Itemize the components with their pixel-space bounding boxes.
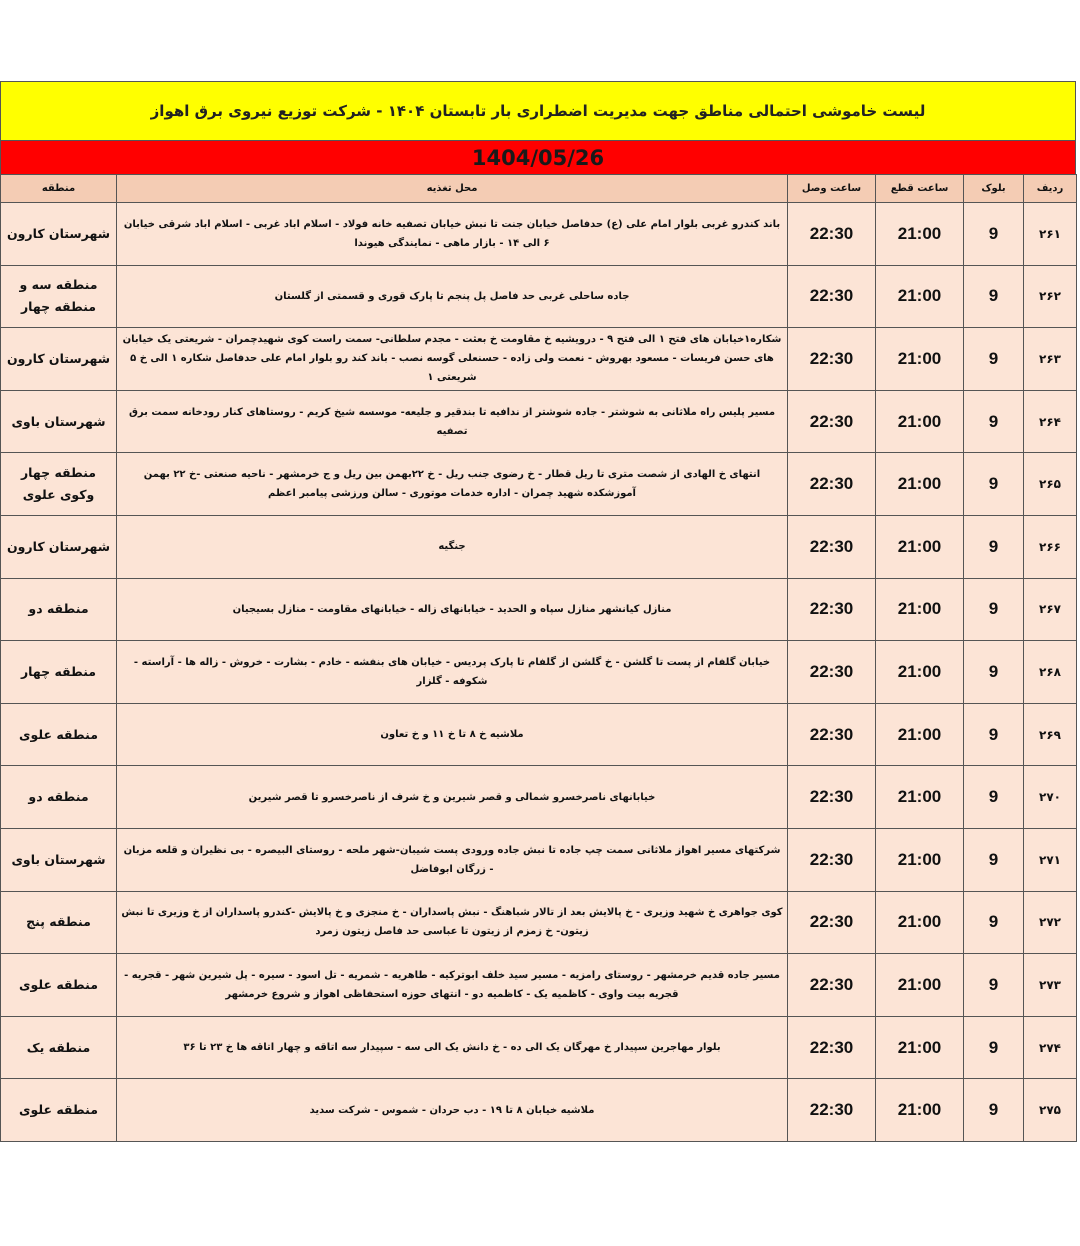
block-cell: 9 bbox=[964, 203, 1024, 266]
region-cell: منطقه دو bbox=[1, 578, 117, 641]
restore-time-cell: 22:30 bbox=[788, 891, 876, 954]
table-row bbox=[1, 891, 1077, 954]
feed-location-cell: شکاره۱خیابان های فتح ۱ الی فتح ۹ - درویشیه خ مقاومت خ بعثت - مجدم سلطانی- سمت راست کوی شهیدچمران - شریعتی یک خیابان های حسن فریسات - مسعود بهروش - نعمت ولی زاده - حسنعلی گوسه نصب - باند کند رو بلوار امام علی حدفاصل شکاره ۱ الی خ ۵ شریعتی ۱ bbox=[117, 328, 788, 391]
restore-time-cell: 22:30 bbox=[788, 954, 876, 1017]
restore-time-cell: 22:30 bbox=[788, 578, 876, 641]
feed-location-cell: باند کندرو غربی بلوار امام علی (ع) حدفاصل خیابان جنت تا نبش خیابان تصفیه خانه فولاد - اسلام اباد غربی - اسلام اباد شرقی خیابان ۶ الی ۱۴ - بازار ماهی - نمایندگی هیوندا bbox=[117, 203, 788, 266]
table-header-row bbox=[1, 175, 1077, 203]
table-row bbox=[1, 1079, 1077, 1142]
region-cell: منطقه چهار bbox=[1, 641, 117, 704]
block-cell: 9 bbox=[964, 390, 1024, 453]
table-row bbox=[1, 766, 1077, 829]
block-cell: 9 bbox=[964, 766, 1024, 829]
cut-time-cell: 21:00 bbox=[876, 1016, 964, 1079]
block-cell: 9 bbox=[964, 265, 1024, 328]
cut-time-cell: 21:00 bbox=[876, 891, 964, 954]
table-row bbox=[1, 954, 1077, 1017]
cut-time-cell: 21:00 bbox=[876, 703, 964, 766]
region-cell: منطقه سه و منطقه چهار bbox=[1, 265, 117, 328]
row-number-cell: ۲۷۳ bbox=[1024, 954, 1077, 1017]
header-region: منطقه bbox=[1, 175, 117, 203]
block-cell: 9 bbox=[964, 703, 1024, 766]
restore-time-cell: 22:30 bbox=[788, 328, 876, 391]
region-cell: شهرستان کارون bbox=[1, 328, 117, 391]
feed-location-cell: ملاشیه خ ۸ تا خ ۱۱ و خ تعاون bbox=[117, 703, 788, 766]
outage-sheet bbox=[0, 81, 1076, 1142]
row-number-cell: ۲۶۱ bbox=[1024, 203, 1077, 266]
feed-location-cell: خیابان گلفام از پست تا گلشن - خ گلشن از گلفام تا پارک پردیس - خیابان های بنفشه - خادم - بشارت - خروش - زاله ها - آراسته - شکوفه - گلزار bbox=[117, 641, 788, 704]
cut-time-cell: 21:00 bbox=[876, 515, 964, 578]
row-number-cell: ۲۶۶ bbox=[1024, 515, 1077, 578]
cut-time-cell: 21:00 bbox=[876, 641, 964, 704]
table-row bbox=[1, 328, 1077, 391]
region-cell: منطقه دو bbox=[1, 766, 117, 829]
feed-location-cell: جاده ساحلی غربی حد فاصل پل پنجم تا پارک قوری و قسمتی از گلستان bbox=[117, 265, 788, 328]
block-cell: 9 bbox=[964, 1079, 1024, 1142]
cut-time-cell: 21:00 bbox=[876, 766, 964, 829]
row-number-cell: ۲۷۰ bbox=[1024, 766, 1077, 829]
block-cell: 9 bbox=[964, 515, 1024, 578]
block-cell: 9 bbox=[964, 1016, 1024, 1079]
header-feed-location: محل تغذیه bbox=[117, 175, 788, 203]
table-row bbox=[1, 1016, 1077, 1079]
block-cell: 9 bbox=[964, 891, 1024, 954]
cut-time-cell: 21:00 bbox=[876, 954, 964, 1017]
date-banner bbox=[0, 141, 1076, 174]
cut-time-cell: 21:00 bbox=[876, 203, 964, 266]
table-row bbox=[1, 265, 1077, 328]
table-row bbox=[1, 203, 1077, 266]
table-row bbox=[1, 515, 1077, 578]
cut-time-cell: 21:00 bbox=[876, 578, 964, 641]
region-cell: منطقه چهار وکوی علوی bbox=[1, 453, 117, 516]
page-title: لیست خاموشی احتمالی مناطق جهت مدیریت اضطراری بار تابستان ۱۴۰۴ - شرکت توزیع نیروی برق اهواز bbox=[150, 102, 926, 120]
cut-time-cell: 21:00 bbox=[876, 390, 964, 453]
header-restore-time: ساعت وصل bbox=[788, 175, 876, 203]
row-number-cell: ۲۶۹ bbox=[1024, 703, 1077, 766]
header-row-no: ردیف bbox=[1024, 175, 1077, 203]
block-cell: 9 bbox=[964, 328, 1024, 391]
restore-time-cell: 22:30 bbox=[788, 453, 876, 516]
date-label: 1404/05/26 bbox=[471, 145, 605, 170]
block-cell: 9 bbox=[964, 453, 1024, 516]
region-cell: منطقه یک bbox=[1, 1016, 117, 1079]
restore-time-cell: 22:30 bbox=[788, 203, 876, 266]
feed-location-cell: مسیر پلیس راه ملاثانی به شوشتر - جاده شوشتر از ندافیه تا بندقیر و جلیعه- موسسه شیخ کریم - روستاهای کنار رودخانه سمت برق تصفیه bbox=[117, 390, 788, 453]
region-cell: منطقه پنج bbox=[1, 891, 117, 954]
feed-location-cell: جنگیه bbox=[117, 515, 788, 578]
region-cell: منطقه علوی bbox=[1, 703, 117, 766]
region-cell: منطقه علوی bbox=[1, 954, 117, 1017]
feed-location-cell: منازل کیانشهر منازل سپاه و الحدید - خیابانهای زاله - خیابانهای مقاومت - منازل بسیجیان bbox=[117, 578, 788, 641]
row-number-cell: ۲۷۲ bbox=[1024, 891, 1077, 954]
block-cell: 9 bbox=[964, 641, 1024, 704]
feed-location-cell: کوی جواهری خ شهید وزیری - خ پالایش بعد از تالار شباهنگ - نبش پاسداران - خ منجزی و خ پالایش -کندرو پاسداران از خ وزیری تا نبش زیتون- خ زمزم از زیتون تا عباسی حد فاصل زیتون زمرد bbox=[117, 891, 788, 954]
region-cell: منطقه علوی bbox=[1, 1079, 117, 1142]
table-row bbox=[1, 453, 1077, 516]
feed-location-cell: بلوار مهاجرین سپیدار خ مهرگان یک الی ده - خ دانش یک الی سه - سپیدار سه اتاقه و چهار اتاقه ها خ ۲۳ تا ۳۶ bbox=[117, 1016, 788, 1079]
row-number-cell: ۲۶۷ bbox=[1024, 578, 1077, 641]
cut-time-cell: 21:00 bbox=[876, 453, 964, 516]
row-number-cell: ۲۷۴ bbox=[1024, 1016, 1077, 1079]
restore-time-cell: 22:30 bbox=[788, 828, 876, 891]
cut-time-cell: 21:00 bbox=[876, 1079, 964, 1142]
block-cell: 9 bbox=[964, 578, 1024, 641]
cut-time-cell: 21:00 bbox=[876, 828, 964, 891]
table-row bbox=[1, 578, 1077, 641]
outage-table bbox=[0, 174, 1077, 1142]
restore-time-cell: 22:30 bbox=[788, 641, 876, 704]
region-cell: شهرستان باوی bbox=[1, 390, 117, 453]
title-banner bbox=[0, 81, 1076, 141]
block-cell: 9 bbox=[964, 954, 1024, 1017]
feed-location-cell: شرکتهای مسیر اهواز ملاثانی سمت چپ جاده تا نبش جاده ورودی پست شیبان-شهر ملحه - روستای البیصره - بی نظیران و قلعه مزبان - زرگان ابوفاضل bbox=[117, 828, 788, 891]
region-cell: شهرستان باوی bbox=[1, 828, 117, 891]
restore-time-cell: 22:30 bbox=[788, 766, 876, 829]
cut-time-cell: 21:00 bbox=[876, 265, 964, 328]
row-number-cell: ۲۷۱ bbox=[1024, 828, 1077, 891]
cut-time-cell: 21:00 bbox=[876, 328, 964, 391]
restore-time-cell: 22:30 bbox=[788, 703, 876, 766]
row-number-cell: ۲۶۴ bbox=[1024, 390, 1077, 453]
region-cell: شهرستان کارون bbox=[1, 515, 117, 578]
feed-location-cell: خیابانهای ناصرخسرو شمالی و قصر شیرین و خ شرف از ناصرخسرو تا قصر شیرین bbox=[117, 766, 788, 829]
table-row bbox=[1, 390, 1077, 453]
region-cell: شهرستان کارون bbox=[1, 203, 117, 266]
restore-time-cell: 22:30 bbox=[788, 1079, 876, 1142]
row-number-cell: ۲۶۳ bbox=[1024, 328, 1077, 391]
feed-location-cell: مسیر جاده قدیم خرمشهر - روستای رامزیه - مسیر سید خلف ابوترکیه - طاهریه - شمریه - تل اسود - سیره - پل شیرین شهر - قجریه - قجریه بیت واوی - کاظمیه یک - کاظمیه دو - انتهای حوزه استحفاظی اهواز و شروع خرمشهر bbox=[117, 954, 788, 1017]
restore-time-cell: 22:30 bbox=[788, 515, 876, 578]
row-number-cell: ۲۷۵ bbox=[1024, 1079, 1077, 1142]
header-block: بلوک bbox=[964, 175, 1024, 203]
feed-location-cell: ملاشیه خیابان ۸ تا ۱۹ - دب حردان - شموس - شرکت سدید bbox=[117, 1079, 788, 1142]
row-number-cell: ۲۶۲ bbox=[1024, 265, 1077, 328]
restore-time-cell: 22:30 bbox=[788, 1016, 876, 1079]
restore-time-cell: 22:30 bbox=[788, 265, 876, 328]
feed-location-cell: انتهای خ الهادی از شصت متری تا ریل قطار - خ رضوی جنب ریل - خ ۲۲بهمن بین ریل و ج خرمشهر - ناحیه صنعتی -خ ۲۲ بهمن آموزشکده شهید چمران - اداره خدمات موتوری - سالن ورزشی پیامبر اعظم bbox=[117, 453, 788, 516]
table-row bbox=[1, 828, 1077, 891]
table-row bbox=[1, 703, 1077, 766]
table-row bbox=[1, 641, 1077, 704]
header-cut-time: ساعت قطع bbox=[876, 175, 964, 203]
restore-time-cell: 22:30 bbox=[788, 390, 876, 453]
block-cell: 9 bbox=[964, 828, 1024, 891]
row-number-cell: ۲۶۵ bbox=[1024, 453, 1077, 516]
row-number-cell: ۲۶۸ bbox=[1024, 641, 1077, 704]
